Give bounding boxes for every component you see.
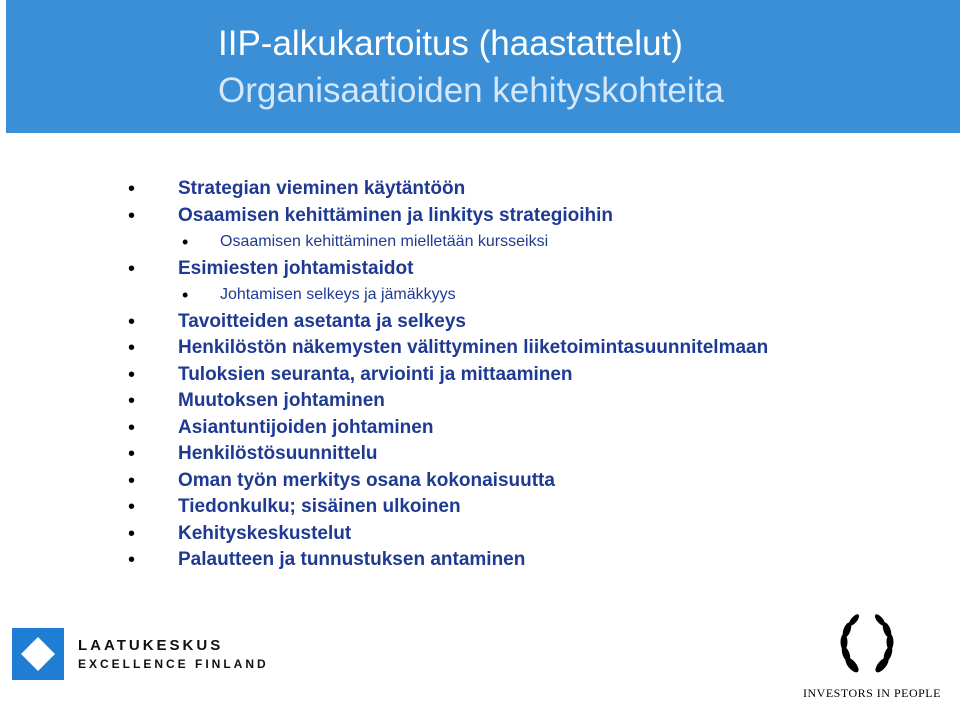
list-item-text: Oman työn merkitys osana kokonaisuutta [178,469,555,491]
bullet-icon: • [128,204,136,227]
list-item-text: Henkilöstön näkemysten välittyminen liiketoimintasuunnitelmaan [178,337,769,358]
list-item-text: Tavoitteiden asetanta ja selkeys [178,310,466,332]
bullet-icon: • [128,178,136,200]
list-item-text: Henkilöstösuunnittelu [178,443,378,464]
bullet-icon: • [128,257,136,280]
bullet-icon: • [128,549,136,571]
bullet-icon: • [128,337,136,359]
investors-in-people-laurel-icon [832,610,902,680]
laatukeskus-logo-icon [12,628,64,680]
list-item [0,203,960,230]
list-item-text: Osaamisen kehittäminen ja linkitys strategioihin [178,204,614,226]
bullet-icon: • [128,522,136,545]
slide-title: IIP-alkukartoitus (haastattelut) [218,24,683,63]
investors-in-people-label: INVESTORS IN PEOPLE [803,686,941,700]
bullet-icon: • [128,469,136,492]
list-item-text: Esimiesten johtamistaidot [178,257,414,279]
list-item-text: Asiantuntijoiden johtaminen [178,416,434,438]
list-item [0,309,960,336]
laatukeskus-name: LAATUKESKUS [78,637,224,654]
list-item-text: Palautteen ja tunnustuksen antaminen [178,549,526,570]
list-item-text: Kehityskeskustelut [178,522,352,544]
bullet-icon: • [128,390,136,412]
bullet-icon: • [182,285,189,305]
list-item-text: Tuloksien seuranta, arviointi ja mittaaminen [178,363,573,385]
list-item [0,256,960,283]
bullet-icon: • [182,232,189,252]
bullet-icon: • [128,496,136,518]
bullet-list [0,176,960,574]
slide-subtitle: Organisaatioiden kehityskohteita [218,71,724,110]
list-item [0,388,960,415]
bullet-icon: • [128,310,136,333]
sub-list-item [0,229,960,256]
list-item [0,415,960,442]
list-item-text: Muutoksen johtaminen [178,390,385,411]
laatukeskus-subtitle: EXCELLENCE FINLAND [78,657,269,671]
bullet-icon: • [128,416,136,439]
slide-header [6,0,960,133]
bullet-icon: • [128,443,136,465]
list-item [0,547,960,574]
list-item-text: Tiedonkulku; sisäinen ulkoinen [178,496,461,517]
list-item [0,362,960,389]
list-item [0,335,960,362]
list-item-text: Johtamisen selkeys ja jämäkkyys [220,286,456,303]
sub-list-item [0,282,960,309]
diamond-icon [21,637,55,671]
list-item [0,176,960,203]
list-item-text: Osaamisen kehittäminen mielletään kursseiksi [220,233,549,250]
list-item [0,521,960,548]
list-item [0,468,960,495]
bullet-icon: • [128,363,136,386]
list-item [0,441,960,468]
list-item [0,494,960,521]
list-item-text: Strategian vieminen käytäntöön [178,178,466,199]
